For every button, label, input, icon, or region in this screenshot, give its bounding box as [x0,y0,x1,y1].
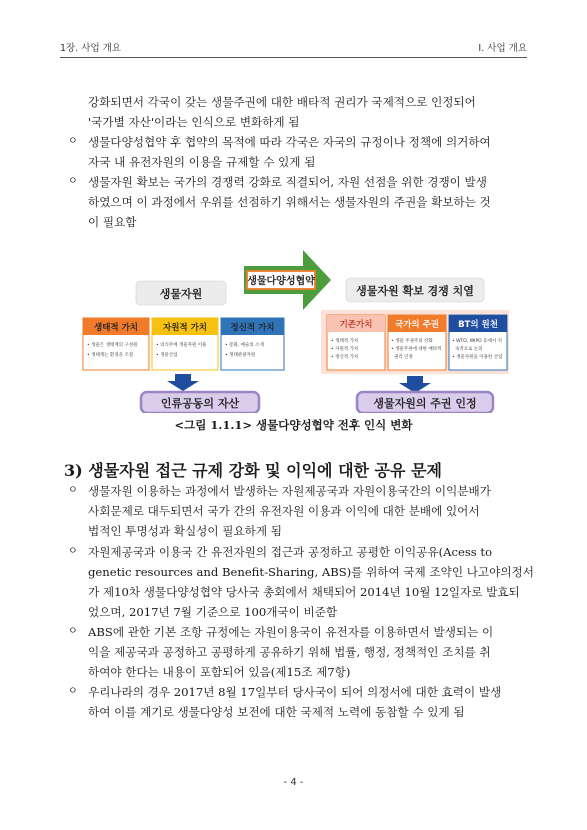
paragraph-line: 강화되면서 각국이 갖는 생물주권에 대한 배타적 권리가 국제적으로 인정되어 [88,95,476,109]
right-box-title: 기존가치 [339,320,373,330]
paragraph-line: 하여 이를 계기로 생물다양성 보전에 대한 국제적 노력에 동참할 수 있게 됨 [88,705,465,719]
left-box-item: • 생물은 생태계의 구성원 [87,343,138,348]
left-box-title: 정신적 가치 [230,323,275,333]
left-box-item: • 생태계는 환경을 조절 [87,353,134,358]
paragraph-line: 가 제10차 생물다양성협약 당사국 총회에서 채택되어 2014년 10월 12일자로 발효되 [88,585,520,599]
right-box-item: • 정신적 가치 [331,355,359,360]
paragraph-line: 익을 제공국과 공정하고 공평하게 공유하기 위해 법률, 행정, 정책적인 조치를 취 [88,645,491,659]
right-title: 생물자원 확보 경쟁 치열 [356,284,474,298]
bullet-marker: ㅇ [68,546,78,557]
header-chapter: 1장. 사업 개요 [60,43,121,54]
left-box-spiritual [221,318,284,370]
paragraph-line: 사회문제로 대두되면서 국가 간의 유전자원 이용과 이익에 대한 분배에 있어서 [88,504,480,518]
right-box-item: • 생물자원을 이용한 산업 [452,355,503,360]
right-box-item: • 생물 주권주의 강화 [391,339,433,344]
section-title: 3) 생물자원 접근 규제 강화 및 이익에 대한 공유 문제 [64,461,442,480]
paragraph-line: ABS에 관한 기본 조항 규정에는 자원이용국이 유전자를 이용하면서 발생되는 이 [88,625,494,639]
paragraph-line: 생물다양성협약 후 협약의 목적에 따라 각국은 자국의 규정이나 정책에 의거하여 [88,135,491,149]
left-down-arrow [167,374,199,391]
bullet-marker: ㅇ [68,686,78,697]
paragraph-line: 하였으며 이 과정에서 우위를 선점하기 위해서는 생물자원의 주권을 확보하는 것 [88,195,491,209]
left-box-item: • 의식주에 생물자원 이용 [156,343,207,348]
bullet-marker: ㅇ [68,136,78,147]
right-box-item: • 생물주권에 대한 배타적 [391,347,442,352]
figure-caption: <그림 1.1.1> 생물다양성협약 전후 인식 변화 [174,418,413,432]
header-section: Ⅰ. 사업 개요 [478,43,527,54]
paragraph-line: 생물자원 이용하는 과정에서 발생하는 자원제공국과 자원이용국간의 이익분배가 [88,484,491,498]
paragraph-line: genetic resources and Benefit-Sharing, ABS)를 위하여 국제 조약인 나고야의정서 [88,565,534,579]
paragraph-line: 우리나라의 경우 2017년 8월 17일부터 당사국이 되어 의정서에 대한 효력이 발생 [88,685,502,699]
paragraph-line: 하여야 한다는 내용이 포함되어 있음(제15조 제7항) [88,665,351,679]
right-down-arrow [399,376,431,393]
paragraph-line: 었으며, 2017년 7월 기준으로 100개국이 비준함 [88,605,338,619]
right-box-sovereignty [388,315,446,370]
page-header [60,40,527,56]
paragraph-line: 자원제공국과 이용국 간 유전자원의 접근과 공정하고 공평한 이익공유(Acess to [88,545,493,559]
right-box-bt-source [449,315,507,370]
bullet-marker: ㅇ [68,626,78,637]
left-box-item: • 생태관광자원 [225,353,256,358]
right-result: 생물자원의 주권 인정 [373,397,477,410]
paragraph-line: 자국 내 유전자원의 이용을 규제할 수 있게 됨 [88,155,316,169]
bullet-marker: ㅇ [68,176,78,187]
left-box-title: 자원적 가치 [162,323,208,333]
page-number: - 4 - [283,777,304,788]
right-box-existing [327,315,385,370]
right-box-title: 국가의 주권 [394,320,440,330]
biodiversity-perception-figure [81,248,509,413]
left-box-ecological [83,318,149,370]
right-box-item: 권리 인정 [394,355,413,360]
left-box-resource [152,318,218,370]
paragraph-line: 이 필요함 [88,215,137,229]
right-box-item: • 생태적 가치 [331,339,359,344]
left-result: 인류공동의 자산 [160,397,240,410]
left-box-title: 생태적 가치 [93,323,139,333]
right-box-item: 속적으로 논의 [455,347,483,352]
bullet-marker: ㅇ [68,485,78,496]
left-title: 생물자원 [159,287,203,301]
paragraph-line: '국가별 자산'이라는 인식으로 변화하게 됨 [88,115,300,129]
arrow-label: 생물다양성협약 [247,276,315,287]
paragraph-line: 생물자원 확보는 국가의 경쟁력 강화로 직결되어, 자원 선점을 위한 경쟁이 발생 [88,175,487,189]
header-divider [60,57,527,58]
right-box-title: BT의 원천 [458,320,498,330]
paragraph-line: 법적인 투명성과 확실성이 필요하게 됨 [88,524,282,538]
right-box-item: • 자원적 가치 [331,347,359,352]
left-box-item: • 문화, 예술의 소재 [225,343,264,348]
right-box-item: • WTO, WIPO 등에서 지 [452,339,502,344]
left-box-item: • 생물산업 [156,353,178,358]
